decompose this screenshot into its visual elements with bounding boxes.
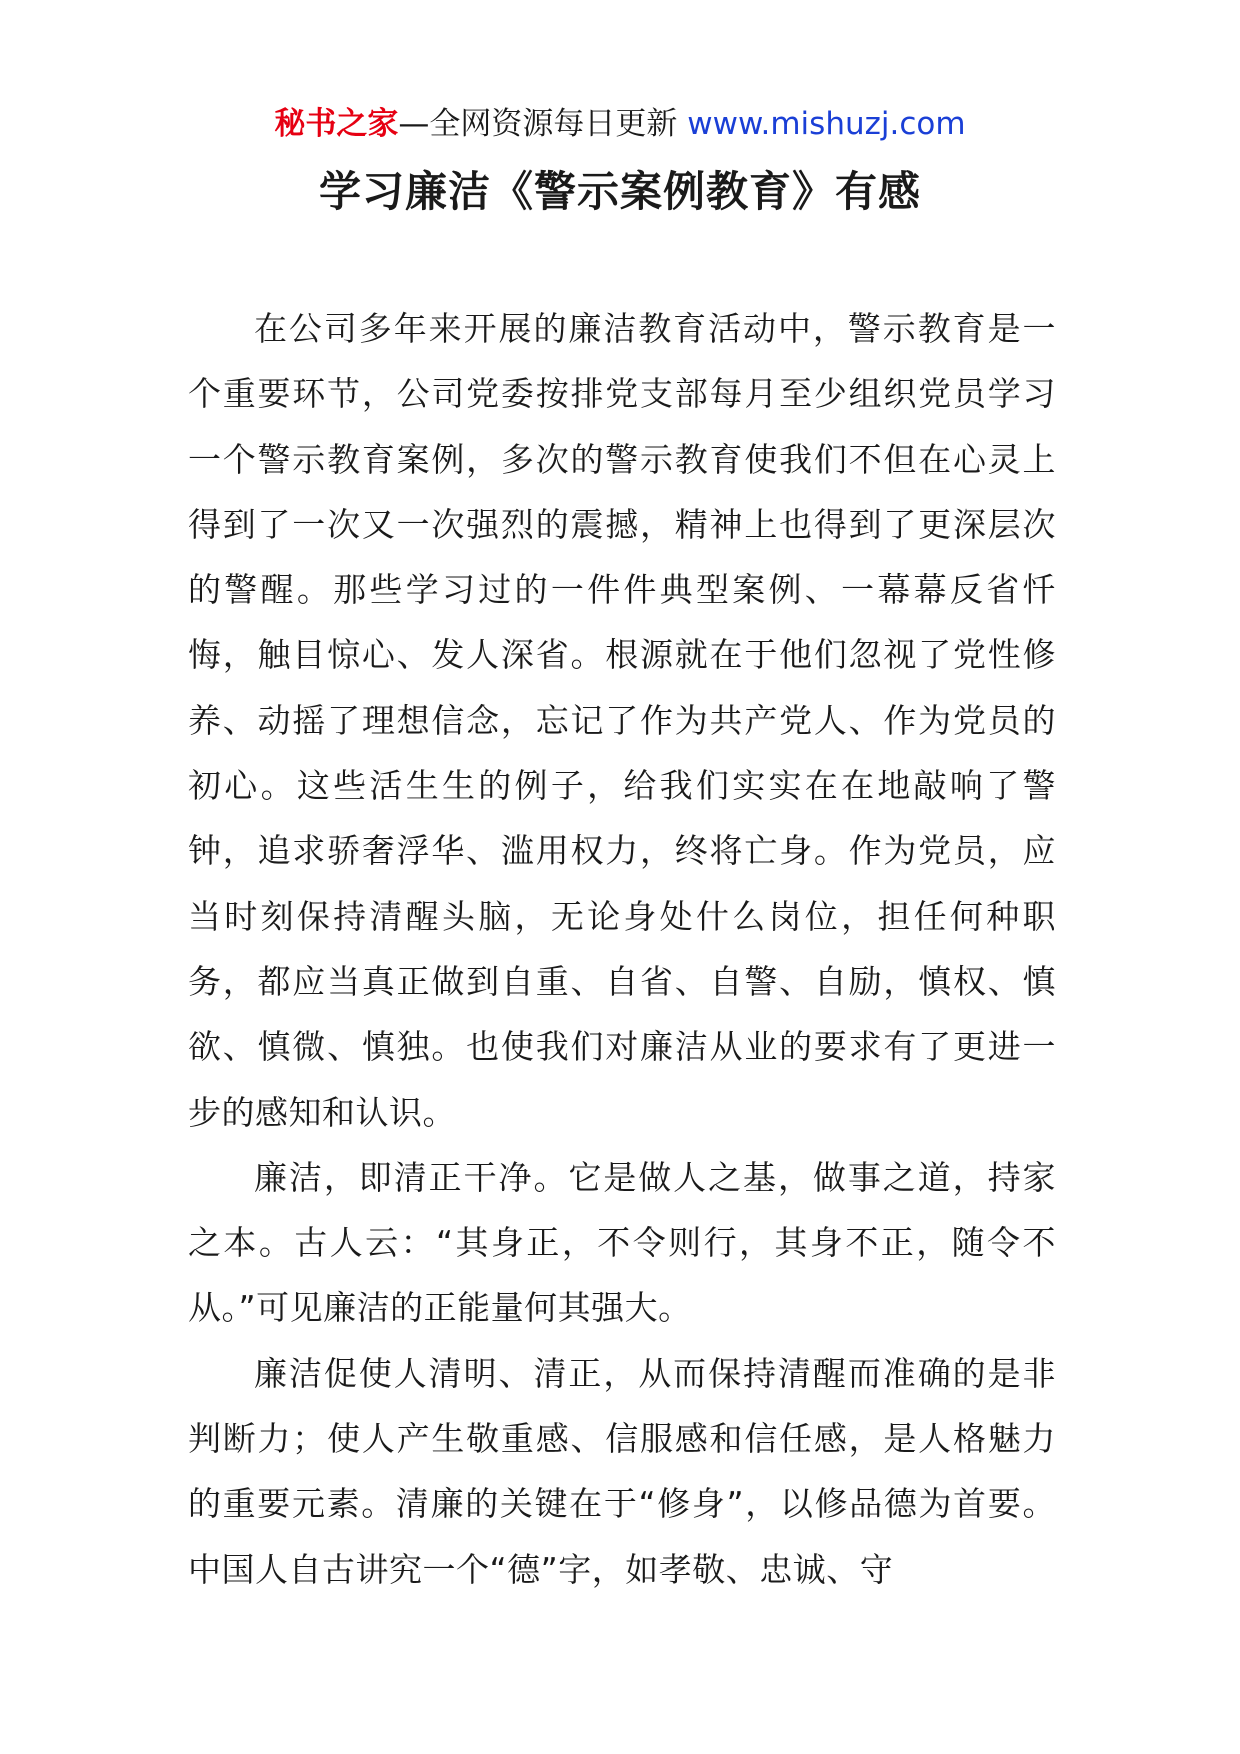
document-title: 学习廉洁《警示案例教育》有感	[318, 167, 921, 216]
paragraph-1: 在公司多年来开展的廉洁教育活动中，警示教育是一个重要环节，公司党委按排党支部每月至少组织党员学习一个警示教育案例，多次的警示教育使我们不但在心灵上得到了一次又一次强烈的震撼，精神上也得到了更深层次的警醒。那些学习过的一件件典型案例、一幕幕反省忏悔，触目惊心、发人深省。根源就在于他们忽视了党性修养、动摇了理想信念，忘记了作为共产党人、作为党员的初心。这些活生生的例子，给我们实实在在地敲响了警钟，追求骄奢浮华、滥用权力，终将亡身。作为党员，应当时刻保持清醒头脑，无论身处什么岗位，担任何种职务，都应当真正做到自重、自省、自警、自励，慎权、慎欲、慎微、慎独。也使我们对廉洁从业的要求有了更进一步的感知和认识。	[188, 309, 1056, 1132]
site-header	[0, 100, 1240, 148]
paragraph-3: 廉洁促使人清明、清正，从而保持清醒而准确的是非判断力；使人产生敬重感、信服感和信任感，是人格魅力的重要元素。清廉的关键在于“修身”，以修品德为首要。中国人自古讲究一个“德”字，如孝敬、忠诚、守	[188, 1353, 1056, 1589]
brand-name: 秘书之家	[274, 106, 399, 142]
document-body	[188, 296, 1056, 1602]
site-url-link[interactable]: www.mishuzj.com	[687, 106, 966, 142]
paragraph-2: 廉洁，即清正干净。它是做人之基，做事之道，持家之本。古人云：“其身正，不令则行，其身不正，随令不从。”可见廉洁的正能量何其强大。	[188, 1157, 1056, 1328]
header-tagline: —全网资源每日更新	[398, 106, 678, 142]
